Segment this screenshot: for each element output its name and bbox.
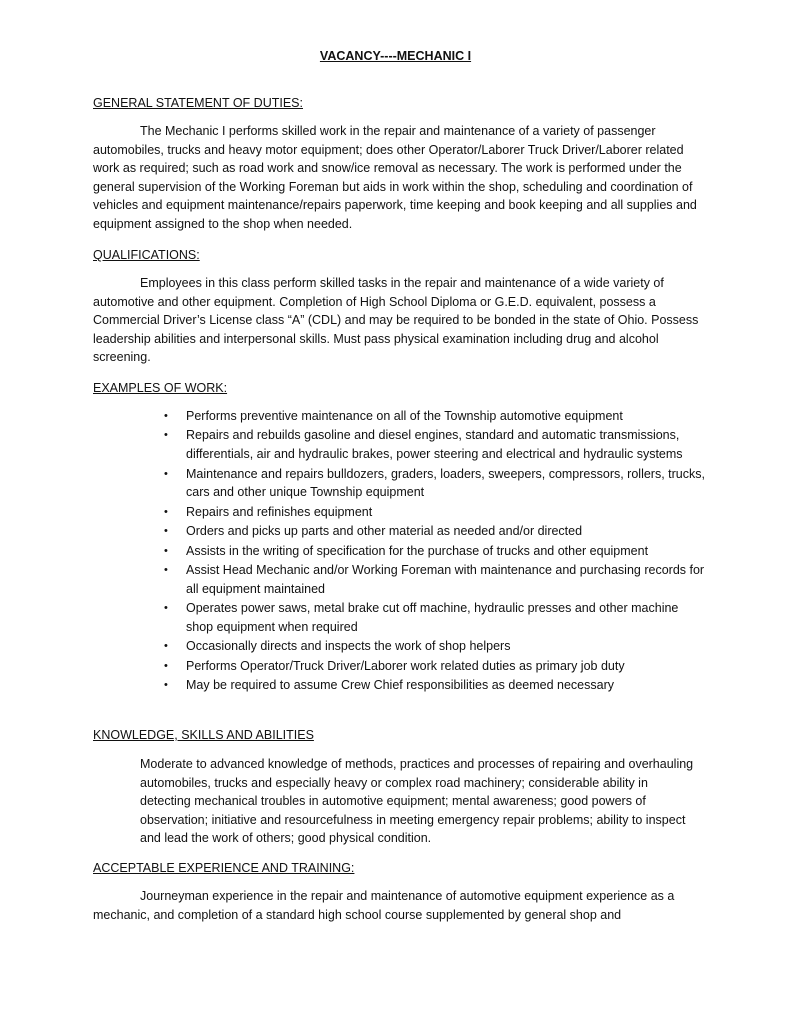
bullet-icon: • xyxy=(164,505,168,518)
bullet-icon: • xyxy=(164,544,168,557)
knowledge-heading: KNOWLEDGE, SKILLS AND ABILITIES xyxy=(93,728,314,742)
list-item xyxy=(164,407,706,426)
list-item-text: Orders and picks up parts and other material as needed and/or directed xyxy=(186,524,583,539)
qualifications-heading: QUALIFICATIONS: xyxy=(93,248,200,262)
bullet-icon: • xyxy=(164,564,168,577)
list-item-text: Maintenance and repairs bulldozers, graders, loaders, sweepers, compressors, rollers, trucks, cars and other unique Township equipment xyxy=(186,466,705,500)
bullet-icon: • xyxy=(164,679,168,692)
bullet-icon: • xyxy=(164,429,168,442)
bullet-icon: • xyxy=(164,410,168,422)
experience-heading: ACCEPTABLE EXPERIENCE AND TRAINING: xyxy=(93,861,355,875)
list-item xyxy=(164,542,706,561)
list-item-text: Operates power saws, metal brake cut off machine, hydraulic presses and other machine shop equipment when required xyxy=(186,601,679,634)
list-item-text: Repairs and refinishes equipment xyxy=(186,504,373,519)
list-item xyxy=(164,657,706,676)
examples-list xyxy=(164,407,706,696)
list-item-text: Occasionally directs and inspects the work of shop helpers xyxy=(186,639,511,654)
bullet-icon: • xyxy=(164,467,168,480)
qualifications-text: Employees in this class perform skilled tasks in the repair and maintenance of a wide variety of automotive and other equipment. Completion of High School Diploma or G.E.D. equivalent, possess a Commercial Driver’s License class “A” (CDL) and may be required to be bonded in the state of Ohio. Possess leadership abilities and interpersonal skills. Must pass physical examination including drug and alcohol screening. xyxy=(93,276,699,365)
experience-text: Journeyman experience in the repair and maintenance of automotive equipment experience as a mechanic, and completion of a standard high school course supplemented by general shop and xyxy=(93,889,675,922)
list-item-text: May be required to assume Crew Chief responsibilities as deemed necessary xyxy=(186,678,614,693)
knowledge-text: Moderate to advanced knowledge of methods, practices and processes of repairing and overhauling automobiles, trucks and especially heavy or complex road machinery; considerable ability in detecting mechanical troubles in automotive equipment; mental awareness; good powers of observation; initiative and resourcefulness in meeting emergency repair problems; ability to inspect and lead the work of others; good physical condition. xyxy=(140,757,694,846)
list-item xyxy=(164,676,706,695)
document-title: VACANCY----MECHANIC I xyxy=(319,49,472,63)
list-item xyxy=(164,503,706,522)
bullet-icon: • xyxy=(164,640,168,653)
bullet-icon: • xyxy=(164,525,168,538)
list-item xyxy=(164,637,706,656)
list-item-text: Repairs and rebuilds gasoline and diesel engines, standard and automatic transmissions, differentials, air and hydraulic brakes, power steering and electrical and hydraulic systems xyxy=(186,428,683,462)
list-item-text: Performs preventive maintenance on all of the Township automotive equipment xyxy=(186,409,623,423)
bullet-icon: • xyxy=(164,602,168,615)
list-item xyxy=(164,522,706,541)
list-item-text: Performs Operator/Truck Driver/Laborer work related duties as primary job duty xyxy=(186,658,625,673)
list-item xyxy=(164,599,706,636)
list-item-text: Assists in the writing of specification for the purchase of trucks and other equipment xyxy=(186,543,649,558)
list-item-text: Assist Head Mechanic and/or Working Foreman with maintenance and purchasing records for all equipment maintained xyxy=(186,563,705,596)
list-item xyxy=(164,465,706,502)
list-item xyxy=(164,426,706,463)
list-item xyxy=(164,561,706,598)
general-statement-heading: GENERAL STATEMENT OF DUTIES: xyxy=(93,96,303,110)
examples-heading: EXAMPLES OF WORK: xyxy=(93,381,228,395)
general-statement-text: The Mechanic I performs skilled work in the repair and maintenance of a variety of passenger automobiles, trucks and heavy motor equipment; does other Operator/Laborer Truck Driver/Laborer related work as required; such as road work and snow/ice removal as necessary. The work is performed under the general supervision of the Working Foreman but aids in work within the shop, scheduling and coordination of vehicles and equipment maintenance/repairs paperwork, time keeping and book keeping and all supplies and equipment assigned to the shop when needed. xyxy=(93,124,697,231)
bullet-icon: • xyxy=(164,659,168,672)
